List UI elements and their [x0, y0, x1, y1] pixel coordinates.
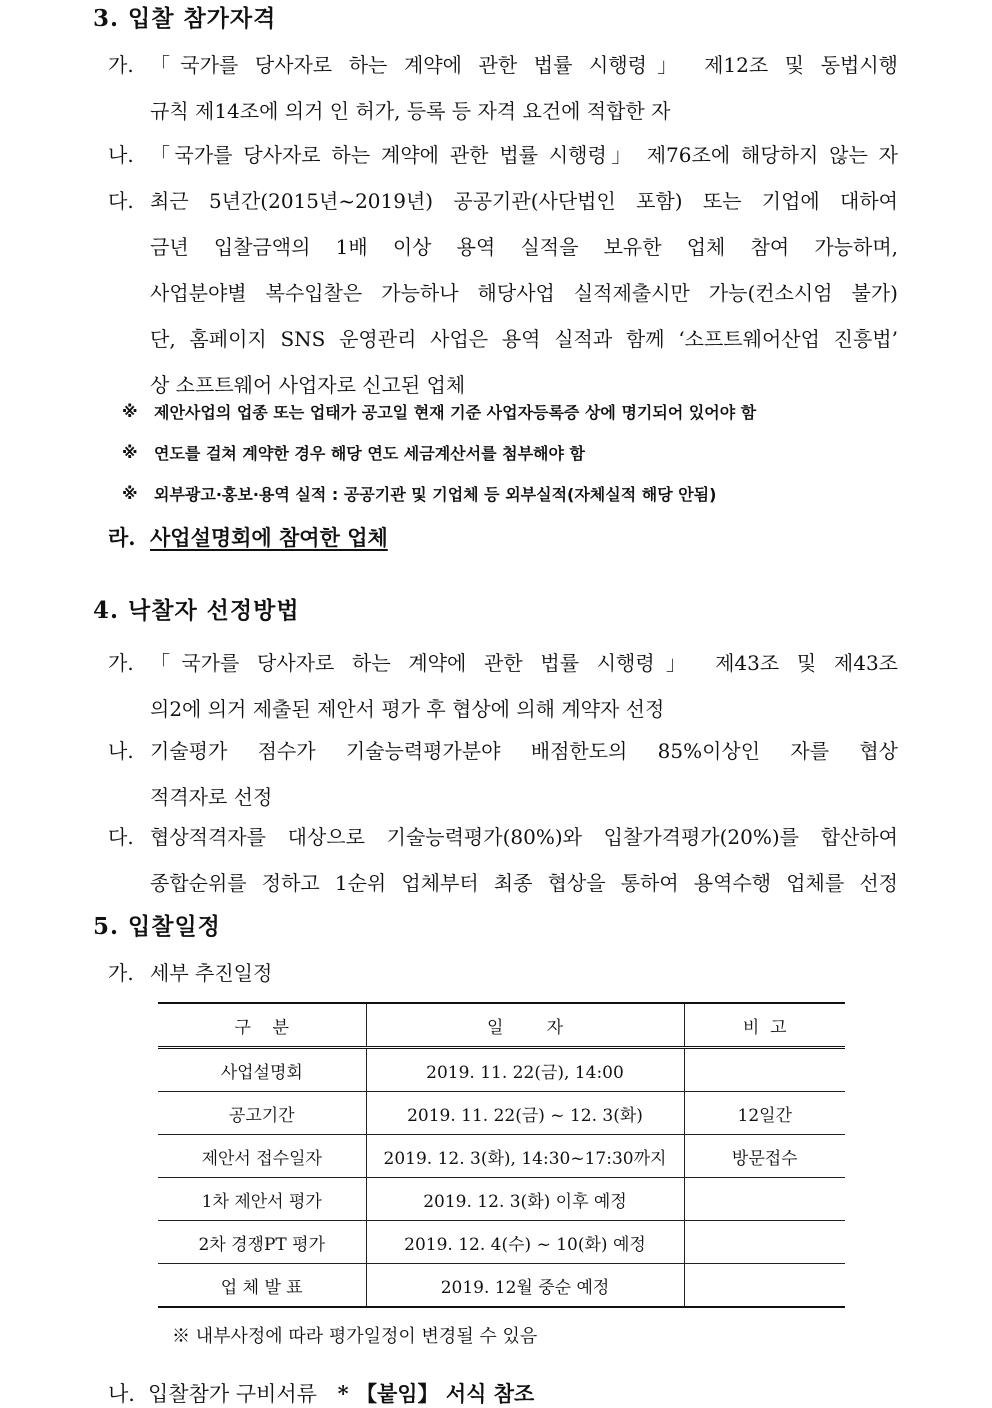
item-text: 금년 입찰금액의 1배 이상 용역 실적을 보유한 업체 참여 가능하며, — [150, 234, 898, 259]
section-4-title: 4. 낙찰자 선정방법 — [93, 597, 300, 624]
item-marker: 나. — [108, 738, 134, 763]
note-text: 외부광고·홍보·용역 실적 : 공공기관 및 기업체 등 외부실적(자체실적 해당 안됨) — [154, 484, 717, 504]
table-cell: 공고기간 — [158, 1092, 366, 1135]
s4-item-na — [108, 726, 898, 818]
s3-item-na — [108, 130, 898, 176]
item-text: 사업설명회에 참여한 업체 — [150, 525, 388, 550]
table-cell: 업 체 발 표 — [158, 1264, 366, 1308]
table-cell: 2019. 12월 중순 예정 — [366, 1264, 684, 1308]
s5-item-ga — [108, 948, 898, 994]
item-text: 종합순위를 정하고 1순위 업체부터 최종 협상을 통하여 용역수행 업체를 선정 — [150, 870, 898, 895]
table-cell: 1차 제안서 평가 — [158, 1178, 366, 1221]
note-text: 제안사업의 업종 또는 업태가 공고일 현재 기준 사업자등록증 상에 명기되어 있어야 함 — [154, 402, 757, 422]
item-marker: 다. — [108, 188, 134, 213]
table-cell — [684, 1178, 845, 1221]
table-cell: 2019. 11. 22(금), 14:00 — [366, 1048, 684, 1092]
table-cell: 2차 경쟁PT 평가 — [158, 1221, 366, 1264]
s4-item-ga — [108, 638, 898, 730]
table-cell: 2019. 12. 3(화), 14:30~17:30까지 — [366, 1135, 684, 1178]
item-text: 상 소프트웨어 사업자로 신고된 업체 — [150, 372, 466, 397]
attachment-reference: * 【붙임】 서식 참조 — [337, 1381, 535, 1406]
note-symbol: ※ — [122, 442, 138, 462]
note — [122, 473, 842, 513]
item-text: 세부 추진일정 — [150, 960, 273, 985]
column-header: 구 분 — [158, 1003, 366, 1048]
table-row — [158, 1048, 845, 1092]
item-text: 사업분야별 복수입찰은 가능하나 해당사업 실적제출시만 가능(컨소시엄 불가) — [150, 280, 898, 305]
column-header: 비 고 — [684, 1003, 845, 1048]
item-marker: 가. — [108, 650, 134, 675]
note-symbol: ※ — [122, 483, 138, 503]
table-cell: 제안서 접수일자 — [158, 1135, 366, 1178]
table-row — [158, 1135, 845, 1178]
item-text: 규칙 제14조에 의거 인 허가, 등록 등 자격 요건에 적합한 자 — [150, 98, 671, 123]
table-cell — [684, 1048, 845, 1092]
item-text: 입찰참가 구비서류 — [148, 1382, 317, 1406]
table-cell — [684, 1221, 845, 1264]
table-cell — [684, 1264, 845, 1308]
table-row — [158, 1264, 845, 1308]
item-text: 「국가를 당사자로 하는 계약에 관한 법률 시행령」 제43조 및 제43조 — [150, 650, 898, 675]
item-text: 「국가를 당사자로 하는 계약에 관한 법률 시행령」 제76조에 해당하지 않는 자 — [150, 142, 898, 167]
note — [122, 432, 842, 472]
column-header: 일 자 — [366, 1003, 684, 1048]
s3-item-ra — [108, 514, 898, 560]
item-text: 기술평가 점수가 기술능력평가분야 배점한도의 85%이상인 자를 협상 — [150, 738, 898, 763]
table-row — [158, 1178, 845, 1221]
item-text: 「국가를 당사자로 하는 계약에 관한 법률 시행령」 제12조 및 동법시행 — [150, 52, 898, 77]
item-text: 협상적격자를 대상으로 기술능력평가(80%)와 입찰가격평가(20%)를 합산하여 — [150, 824, 898, 849]
section-5-title: 5. 입찰일정 — [93, 913, 221, 940]
s3-item-da — [108, 176, 898, 406]
item-marker: 가. — [108, 52, 134, 77]
table-cell: 2019. 12. 4(수) ~ 10(화) 예정 — [366, 1221, 684, 1264]
table-cell: 사업설명회 — [158, 1048, 366, 1092]
note — [122, 391, 842, 431]
table-cell: 2019. 11. 22(금) ~ 12. 3(화) — [366, 1092, 684, 1135]
table-row — [158, 1092, 845, 1135]
item-marker: 다. — [108, 824, 134, 849]
item-text: 단, 홈페이지 SNS 운영관리 사업은 용역 실적과 함께 ‘소프트웨어산업 진흥법’ — [150, 326, 898, 351]
s3-item-ga — [108, 40, 898, 132]
item-text: 적격자로 선정 — [150, 784, 273, 809]
note-symbol: ※ — [122, 401, 138, 421]
note-text: 연도를 걸쳐 계약한 경우 해당 연도 세금계산서를 첨부해야 함 — [154, 443, 585, 463]
item-marker: 라. — [108, 525, 136, 550]
table-cell: 2019. 12. 3(화) 이후 예정 — [366, 1178, 684, 1221]
s4-item-da — [108, 812, 898, 904]
item-marker: 가. — [108, 960, 134, 985]
schedule-footnote: ※ 내부사정에 따라 평가일정이 변경될 수 있음 — [172, 1326, 538, 1347]
item-text: 의2에 의거 제출된 제안서 평가 후 협상에 의해 계약자 선정 — [150, 696, 665, 721]
s5-item-na — [108, 1378, 534, 1408]
item-marker: 나. — [108, 142, 134, 167]
item-marker: 나. — [108, 1382, 135, 1406]
table-cell: 방문접수 — [684, 1135, 845, 1178]
item-text: 최근 5년간(2015년~2019년) 공공기관(사단법인 포함) 또는 기업에 대하여 — [150, 188, 898, 213]
table-header-row — [158, 1003, 845, 1048]
section-3-title: 3. 입찰 참가자격 — [93, 5, 277, 32]
schedule-table — [158, 1002, 845, 1308]
table-row — [158, 1221, 845, 1264]
table-cell: 12일간 — [684, 1092, 845, 1135]
